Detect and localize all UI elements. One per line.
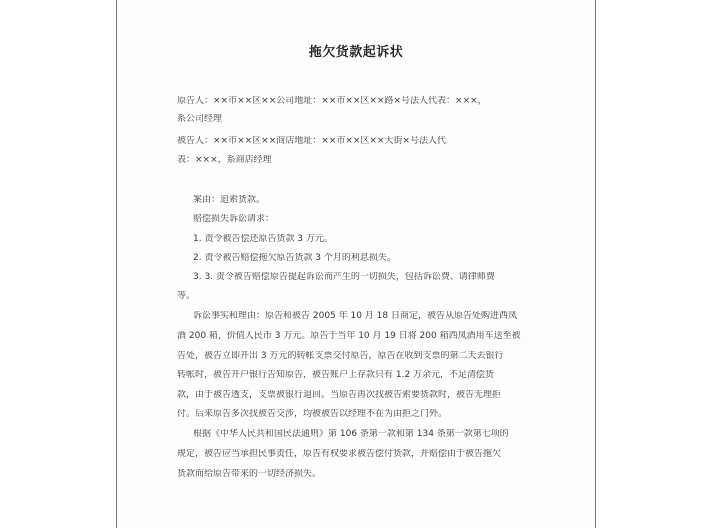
claim-3-cont: 等。 [177,291,196,301]
facts-line-5: 款，由于被告透支，支票被银行退回。当原告再次找被告索要货款时，被告无理拒 [177,390,502,400]
case-cause: 案由：追索货款。 [193,195,266,205]
defendant-line-cont: 表：×××，系商店经理 [177,155,272,165]
document-title: 拖欠货款起诉状 [308,45,404,60]
facts-line-4: 转帐时，被告开户银行告知原告，被告账户上存款只有 1.2 万余元，不足清偿货 [177,370,495,380]
facts-line-6: 付。后来原告多次找被告交涉，均被被告以经理不在为由拒之门外。 [177,409,448,419]
defendant-line: 被告人：××市××区××商店地址：××市××区××大街×号法人代 [177,136,447,146]
facts-line-3: 告处，被告立即开出 3 万元的转帐支票交付原告，原告在收到支票的第二天去银行 [177,351,504,361]
plaintiff-line: 原告人：××市××区××公司地址：××市××区××路×号法人代表：×××， [177,96,487,106]
claims-heading: 赔偿损失诉讼请求： [193,214,275,224]
basis-line-3: 货款而给原告带来的一切经济损失。 [177,469,322,479]
plaintiff-line-cont: 系公司经理 [177,114,223,124]
document-page [116,0,596,528]
claim-2: 2. 责令被告赔偿拖欠原告货款 3 个月的利息损失。 [193,253,396,263]
basis-line-2: 规定，被告应当承担民事责任，原告有权要求被告偿付货款，并赔偿由于被告拖欠 [177,449,502,459]
basis-line-1: 根据《中华人民共和国民法通则》第 106 条第一款和第 134 条第一款第七项的 [193,429,509,439]
facts-line-2: 酒 200 箱，价值人民币 3 万元。原告于当年 10 月 19 日将 200 箱西凤酒用车送至被 [177,331,521,341]
claim-1: 1. 责令被告偿还原告货款 3 万元。 [193,234,333,244]
facts-line-1: 诉讼事实和理由：原告和被告 2005 年 10 月 18 日商定，被告从原告处购进西凤 [193,311,517,321]
claim-3: 3. 3. 责令被告赔偿原告提起诉讼而产生的一切损失，包括诉讼费、请律师费 [193,272,495,282]
